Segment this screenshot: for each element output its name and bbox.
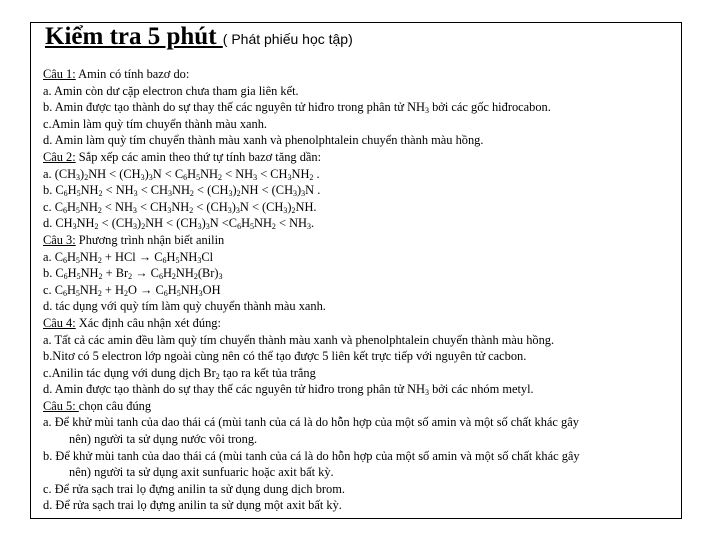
question-label: Câu 3: [43, 232, 76, 247]
q3-option-d: d. tác dụng với quỳ tím làm quỳ chuyển thành màu xanh. [43, 299, 326, 314]
formula-text: < (CH [98, 216, 134, 231]
formula-text: tạo ra kết tủa trắng [219, 365, 316, 380]
formula-text: H [66, 199, 76, 214]
formula-text: H [167, 282, 177, 297]
q5-option-b: b. Để khử mùi tanh của dao thái cá (mùi tanh của cá là do hỗn hợp của một số amin và một số chất khác gây [43, 448, 580, 463]
q1-option-b-text: b. Amin được tạo thành do sự thay thế các nguyên tử hiđro trong phân tử NH [43, 100, 426, 115]
formula-text: NH [180, 282, 199, 297]
formula-text: d. Amin được tạo thành do sự thay thế các nguyên tử hiđro trong phân tử NH [43, 382, 426, 397]
subscript: 6 [162, 255, 167, 265]
formula-text: a. (CH [43, 166, 77, 181]
subscript: 3 [425, 388, 430, 398]
question-text: Xác định câu nhận xét đúng: [75, 315, 221, 330]
formula-text: < CH [137, 183, 169, 198]
question-text: Sắp xếp các amin theo thứ tự tính bazơ tăng dần: [75, 149, 322, 164]
subscript: 3 [301, 189, 306, 199]
formula-text: NH [171, 199, 190, 214]
subscript: 5 [175, 255, 180, 265]
q4-option-d [43, 381, 679, 398]
question-label: Câu 1: [43, 67, 76, 81]
subscript: 2 [189, 205, 194, 215]
formula-text: NH [172, 183, 190, 198]
subscript: 2 [123, 288, 128, 298]
formula-text: (Br) [197, 266, 219, 281]
q5-option-b-cont: nên) người ta sử dụng axit sunfuaric hoặc axit bất kỳ. [69, 465, 334, 480]
formula-text: d. CH [43, 216, 73, 231]
subscript: 5 [75, 288, 80, 298]
subscript: 5 [176, 288, 181, 298]
formula-text: H [66, 249, 76, 264]
q1-option-b-tail: bởi các gốc hiđrocabon. [429, 100, 551, 115]
formula-text: ) [144, 166, 149, 181]
formula-text: NH [254, 216, 272, 231]
subscript: 3 [140, 172, 145, 182]
subscript: 3 [218, 272, 223, 282]
question-text: chọn câu đúng [78, 398, 152, 413]
subscript: 3 [283, 205, 288, 215]
formula-text: b. C [43, 183, 64, 198]
formula-text: H [187, 166, 197, 181]
q1-option-c: c.Amin làm quỳ tím chuyển thành màu xanh. [43, 116, 268, 131]
q2-option-b [43, 182, 679, 199]
formula-text: c.Anilin tác dụng với dung dịch Br [43, 365, 216, 380]
subscript: 3 [133, 222, 138, 232]
formula-text: H [241, 216, 251, 231]
formula-text: < (CH [193, 183, 229, 198]
formula-text: NH [80, 266, 99, 281]
formula-text: O → C [127, 282, 164, 297]
q2-option-c [43, 199, 679, 216]
formula-text: NH [80, 183, 99, 198]
worksheet-frame [30, 22, 682, 519]
subscript: 2 [309, 172, 314, 182]
subscript: 5 [75, 255, 80, 265]
formula-text: . [311, 216, 315, 231]
q2-option-a [43, 166, 679, 183]
subscript: 2 [141, 222, 146, 232]
formula-text: ) [80, 166, 85, 181]
q4-option-c [43, 365, 679, 382]
subscript: 5 [75, 205, 80, 215]
formula-text: NH [79, 249, 98, 264]
q5-option-d: d. Để rửa sạch trai lọ đựng anilin ta sử dụng một axit bất kỳ. [43, 498, 342, 513]
q5-option-a: a. Để khử mùi tanh của dao thái cá (mùi tanh của cá là do hỗn hợp của một số amin và một số chất khác gây [43, 415, 579, 430]
formula-text: ) [231, 199, 236, 214]
formula-text: NH [179, 249, 198, 264]
formula-text: < CH [136, 199, 168, 214]
formula-text: NH [79, 282, 98, 297]
formula-text: NH [200, 166, 219, 181]
subscript: 2 [193, 272, 198, 282]
subscript: 2 [236, 189, 241, 199]
subscript: 2 [189, 189, 194, 199]
subscript: 3 [197, 222, 202, 232]
subscript: 2 [171, 272, 176, 282]
subscript: 3 [253, 172, 258, 182]
title-row [45, 23, 353, 51]
subscript: 6 [163, 288, 168, 298]
formula-text: Cl [201, 249, 214, 264]
formula-text: H [166, 249, 176, 264]
subscript: 3 [228, 189, 233, 199]
formula-text: NH < (CH [145, 216, 198, 231]
subscript: 3 [167, 205, 172, 215]
subscript: 6 [237, 222, 242, 232]
subscript: 3 [72, 222, 77, 232]
question-label: Câu 4: [43, 315, 76, 330]
question-label: Câu 5: [43, 398, 79, 413]
formula-text: a. C [43, 249, 63, 264]
subscript: 3 [227, 205, 232, 215]
formula-text: < NH [102, 183, 134, 198]
subscript: 3 [168, 189, 173, 199]
question-2-heading [43, 149, 679, 166]
formula-text: H [66, 282, 76, 297]
question-4-heading [43, 315, 679, 332]
q5-option-c: c. Để rửa sạch trai lọ đựng anilin ta sử dụng dung dịch brom. [43, 481, 345, 496]
formula-text: + H [101, 282, 124, 297]
formula-text: NH [175, 266, 194, 281]
formula-text: ) [201, 216, 206, 231]
subscript: 3 [293, 189, 298, 199]
formula-text: bởi các nhóm metyl. [429, 382, 534, 397]
subscript: 2 [98, 189, 103, 199]
subscript: 2 [215, 371, 220, 381]
formula-text: OH [202, 282, 221, 297]
subscript: 6 [63, 189, 68, 199]
formula-text: < NH [101, 199, 133, 214]
subscript: 2 [98, 272, 103, 282]
question-1-heading [43, 66, 679, 83]
subscript: 3 [132, 205, 137, 215]
subscript: 6 [62, 288, 67, 298]
subscript: 3 [425, 106, 430, 116]
subscript: 2 [291, 205, 296, 215]
formula-text: NH. [295, 199, 317, 214]
page-title: Kiểm tra 5 phút [45, 23, 223, 50]
subscript: 2 [97, 255, 102, 265]
subscript: 5 [250, 222, 255, 232]
question-text: Amin có tính bazơ do: [75, 67, 190, 81]
formula-text: NH [291, 166, 310, 181]
subscript: 3 [198, 288, 203, 298]
formula-text: N < (CH [239, 199, 284, 214]
subscript: 3 [148, 172, 153, 182]
subscript: 3 [205, 222, 210, 232]
subscript: 3 [197, 255, 202, 265]
subscript: 2 [97, 288, 102, 298]
q1-option-b [43, 99, 679, 116]
subscript: 3 [235, 205, 240, 215]
question-list [43, 66, 679, 514]
q3-option-b [43, 265, 679, 282]
q2-option-d [43, 215, 679, 232]
q1-option-a: a. Amin còn dư cặp electron chưa tham gia liên kết. [43, 83, 299, 98]
formula-text: → C [132, 266, 159, 281]
formula-text: < NH [275, 216, 308, 231]
formula-text: NH < (CH [88, 166, 141, 181]
formula-text: NH [76, 216, 95, 231]
formula-text: N <C [209, 216, 238, 231]
subscript: 6 [62, 205, 67, 215]
subscript: 2 [271, 222, 276, 232]
formula-text: H [162, 266, 172, 281]
subscript: 3 [307, 222, 312, 232]
formula-text: c. C [43, 199, 63, 214]
formula-text: N < C [152, 166, 184, 181]
formula-text: N . [305, 183, 321, 198]
q3-option-a [43, 249, 679, 266]
question-5-heading [43, 398, 679, 415]
formula-text: ) [232, 183, 237, 198]
subscript: 6 [62, 255, 67, 265]
question-3-heading [43, 232, 679, 249]
page-subtitle: ( Phát phiếu học tập) [222, 31, 353, 47]
question-text: Phương trình nhận biết anilin [75, 232, 225, 247]
formula-text: c. C [43, 282, 63, 297]
subscript: 5 [76, 189, 81, 199]
q5-option-a-cont: nên) người ta sử dụng nước vôi trong. [69, 432, 258, 447]
subscript: 2 [97, 205, 102, 215]
formula-text: . [313, 166, 320, 181]
subscript: 3 [287, 172, 292, 182]
formula-text: + HCl → C [101, 249, 163, 264]
subscript: 2 [128, 272, 133, 282]
subscript: 3 [133, 189, 138, 199]
formula-text: < (CH [193, 199, 228, 214]
formula-text: < NH [222, 166, 254, 181]
formula-text: H [67, 183, 77, 198]
subscript: 5 [76, 272, 81, 282]
subscript: 2 [84, 172, 89, 182]
formula-text: + Br [102, 266, 129, 281]
formula-text: ) [137, 216, 142, 231]
q4-option-b: b.Nitơ có 5 electron lớp ngoài cùng nên có thể tạo được 5 liên kết trực tiếp với nguyên tử cacbon. [43, 349, 527, 364]
formula-text: H [67, 266, 77, 281]
subscript: 6 [63, 272, 68, 282]
formula-text: b. C [43, 266, 64, 281]
question-label: Câu 2: [43, 149, 76, 164]
formula-text: < CH [257, 166, 288, 181]
formula-text: ) [297, 183, 302, 198]
subscript: 2 [218, 172, 223, 182]
subscript: 2 [94, 222, 99, 232]
formula-text: NH < (CH [240, 183, 294, 198]
formula-text: NH [79, 199, 98, 214]
formula-text: ) [287, 199, 292, 214]
subscript: 6 [183, 172, 188, 182]
subscript: 6 [158, 272, 163, 282]
subscript: 3 [76, 172, 81, 182]
subscript: 5 [196, 172, 201, 182]
q3-option-c [43, 282, 679, 299]
q1-option-d: d. Amin làm quỳ tím chuyển thành màu xanh và phenolphtalein chuyển thành màu hồng. [43, 133, 484, 148]
q4-option-a: a. Tất cả các amin đều làm quỳ tím chuyển thành màu xanh và phenolphtalein chuyển thành màu hồng. [43, 332, 555, 347]
